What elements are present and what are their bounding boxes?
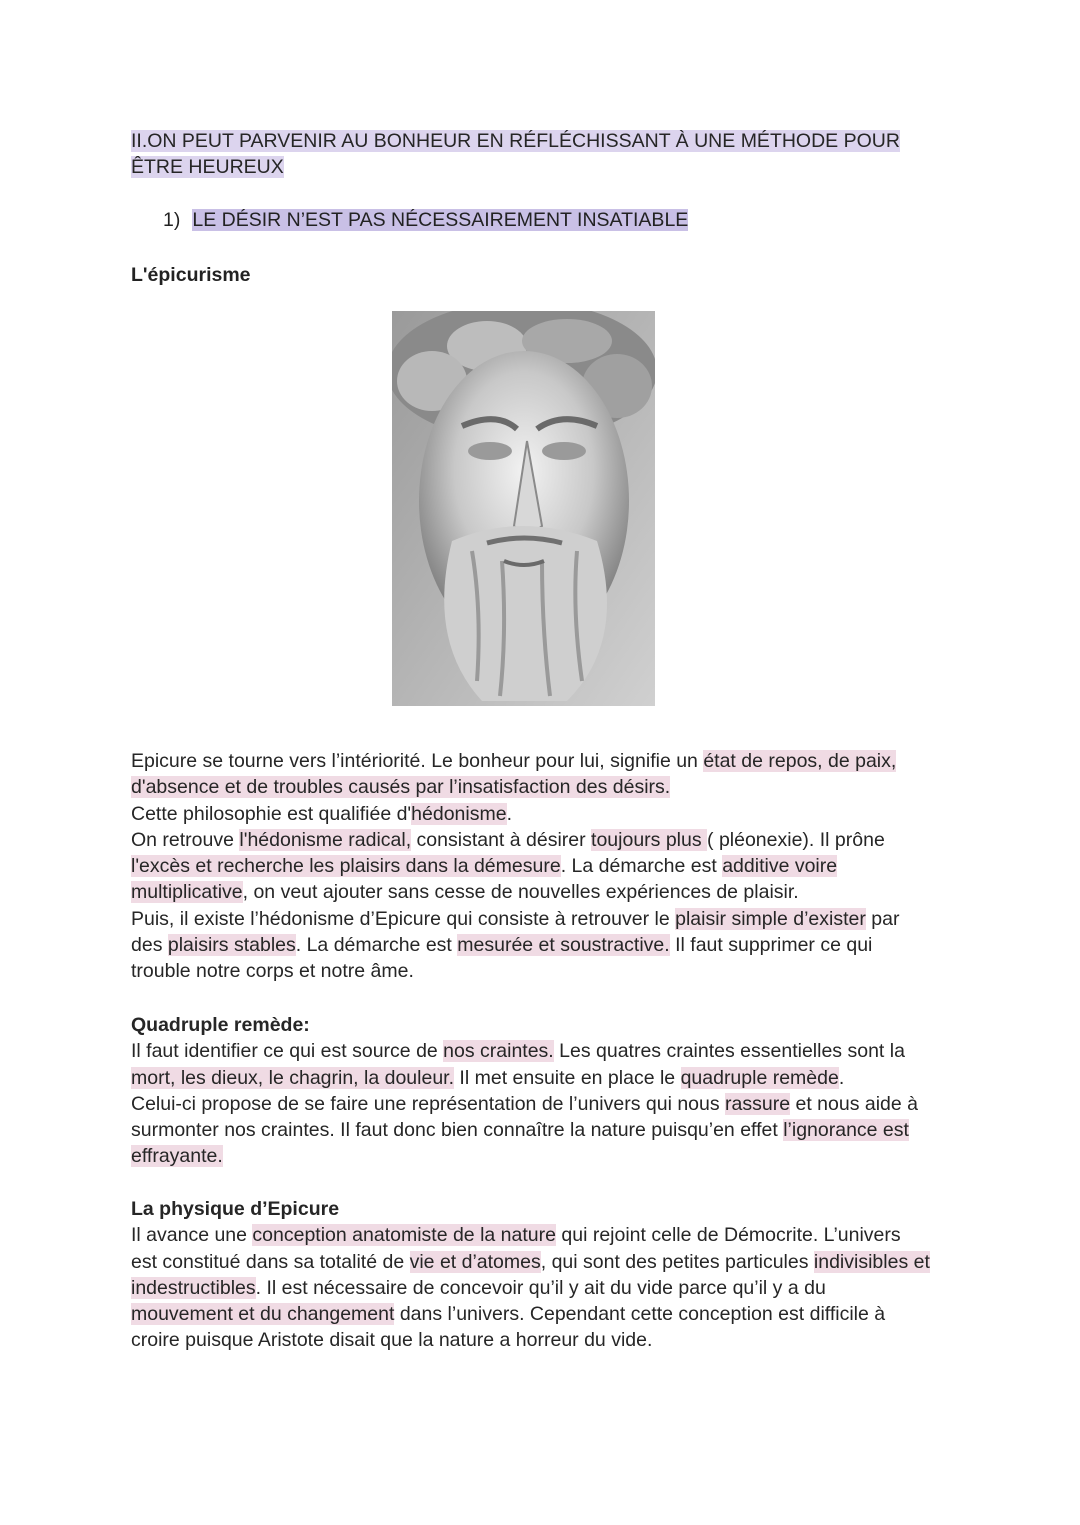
text-segment: état de repos, de paix, — [703, 750, 897, 772]
text-segment: , qui sont des petites particules — [540, 1250, 814, 1273]
text-segment: multiplicative — [131, 881, 243, 904]
quadruple-section — [131, 1012, 961, 1170]
text-segment: qui rejoint celle de Démocrite. L’univers — [555, 1224, 901, 1247]
epicurisme-paragraph — [131, 748, 961, 985]
text-segment: ( pléonexie). Il prône — [707, 828, 885, 851]
text-segment: l'hédonisme radical, — [239, 828, 412, 851]
text-segment: effrayante. — [131, 1145, 223, 1168]
text-segment: nos craintes. — [443, 1040, 554, 1063]
text-segment: Il avance une — [131, 1224, 253, 1247]
text-segment: dans l’univers. Cependant cette conception est difficile à — [394, 1303, 886, 1326]
text-segment: . — [506, 802, 512, 825]
text-line — [131, 1143, 961, 1169]
text-line — [131, 853, 961, 879]
text-line — [131, 879, 961, 905]
text-segment: quadruple remède — [680, 1066, 839, 1089]
text-segment: mort, les dieux, le chagrin, la douleur. — [131, 1066, 455, 1089]
text-segment: Il faut supprimer ce qui — [669, 934, 873, 957]
sub-heading-title: LE DÉSIR N’EST PAS NÉCESSAIREMENT INSATIABLE — [192, 209, 689, 231]
text-segment: On retrouve — [131, 828, 240, 851]
text-segment: consistant à désirer — [411, 828, 592, 851]
text-segment: surmonter nos craintes. Il faut donc bien connaître la nature puisqu’en effet — [131, 1119, 784, 1142]
text-segment: Puis, il existe l’hédonisme d’Epicure qui consiste à retrouver le — [131, 907, 676, 930]
text-segment: Il faut identifier ce qui est source de — [131, 1040, 444, 1063]
text-line — [131, 1065, 961, 1091]
text-segment: l’ignorance est — [783, 1119, 909, 1142]
epicurisme-heading: L'épicurisme — [131, 264, 251, 286]
text-segment: Cette philosophie est qualifiée d' — [131, 802, 412, 825]
text-segment: l'excès et recherche les plaisirs dans la démesure — [131, 855, 561, 878]
text-segment: par — [865, 907, 900, 930]
text-segment: est constitué dans sa totalité de — [131, 1250, 410, 1273]
text-line — [131, 801, 961, 827]
text-segment: indestructibles — [131, 1276, 256, 1299]
text-line — [131, 932, 961, 958]
text-line — [131, 827, 961, 853]
text-segment: mouvement et du changement — [131, 1303, 395, 1326]
text-segment: Il met ensuite en place le — [454, 1066, 681, 1089]
text-segment: additive voire — [722, 855, 838, 878]
section-title-line-2: ÊTRE HEUREUX — [131, 156, 284, 178]
text-line — [131, 1275, 961, 1301]
text-segment: plaisirs stables — [167, 934, 296, 957]
text-segment: d'absence et de troubles causés par l’insatisfaction des désirs. — [131, 776, 671, 799]
text-segment: Les quatres craintes essentielles sont la — [553, 1040, 905, 1063]
text-segment: et nous aide à — [790, 1092, 918, 1115]
text-segment: toujours plus — [591, 828, 708, 851]
text-segment: plaisir simple d’exister — [675, 907, 866, 930]
text-segment: vie et d’atomes — [409, 1250, 541, 1273]
text-segment: . — [838, 1066, 845, 1089]
text-segment: trouble notre corps et notre âme. — [131, 960, 414, 983]
text-segment: . La démarche est — [295, 934, 458, 957]
text-segment: Celui-ci propose de se faire une représentation de l’univers qui nous — [131, 1092, 726, 1115]
text-segment: Epicure se tourne vers l’intériorité. Le bonheur pour lui, signifie un — [131, 750, 704, 772]
text-line — [131, 1222, 961, 1248]
epicurus-bust-icon — [392, 311, 655, 706]
text-line — [131, 1327, 961, 1353]
sub-heading — [163, 207, 688, 233]
sub-heading-number: 1) — [163, 209, 181, 231]
text-segment: . La démarche est — [560, 855, 723, 878]
text-segment: indivisibles et — [813, 1250, 930, 1273]
text-line — [131, 1117, 961, 1143]
text-segment: , on veut ajouter sans cesse de nouvelles expériences de plaisir. — [242, 881, 799, 904]
text-line — [131, 906, 961, 932]
physique-heading: La physique d’Epicure — [131, 1198, 340, 1220]
text-segment: rassure — [725, 1092, 791, 1115]
text-segment: mesurée et soustractive. — [457, 934, 670, 957]
text-line — [131, 958, 961, 984]
text-segment: hédonisme — [411, 802, 507, 825]
text-segment: des — [131, 934, 168, 957]
text-segment: conception anatomiste de la nature — [252, 1224, 556, 1247]
text-line — [131, 1038, 961, 1064]
physique-section — [131, 1196, 961, 1354]
quadruple-heading: Quadruple remède: — [131, 1014, 310, 1036]
text-segment: . Il est nécessaire de concevoir qu’il y ait du vide parce qu’il y a du — [255, 1276, 826, 1299]
section-title — [131, 128, 931, 180]
text-line — [131, 1091, 961, 1117]
text-line — [131, 1249, 961, 1275]
text-line — [131, 774, 961, 800]
text-line — [131, 1301, 961, 1327]
section-title-line-1: II.ON PEUT PARVENIR AU BONHEUR EN RÉFLÉCHISSANT À UNE MÉTHODE POUR — [131, 130, 900, 152]
text-line — [131, 748, 961, 774]
text-segment: croire puisque Aristote disait que la nature a horreur du vide. — [131, 1329, 653, 1352]
